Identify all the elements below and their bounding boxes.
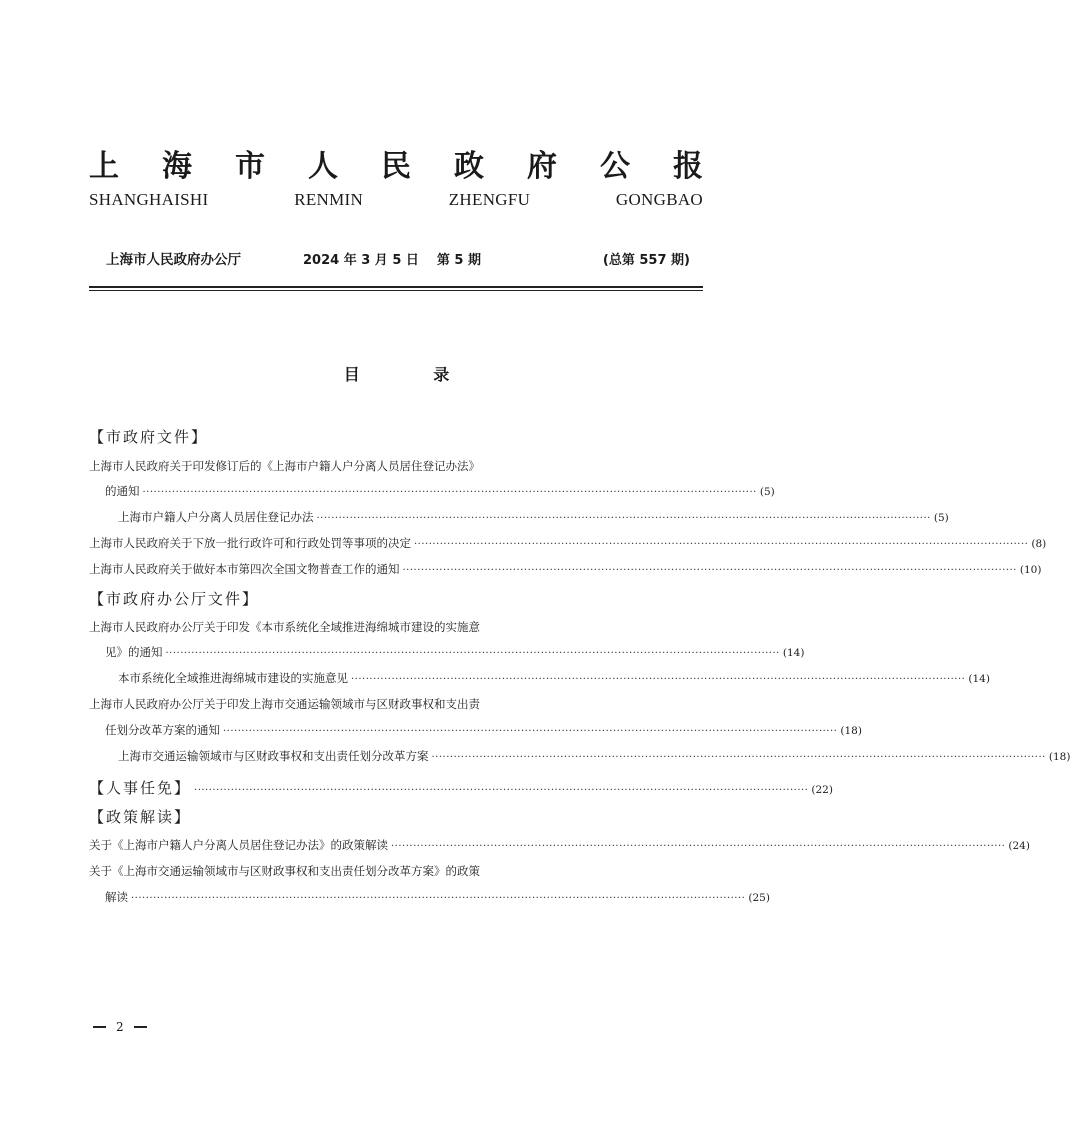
toc-heading: 目 录 [343,365,484,384]
issue-total-number: (总第 557 期) [602,252,690,268]
toc-leader-dots: ······································································································································································· [414,539,1029,550]
toc-leader-dots: ······································································································································································· [194,785,809,796]
title-char: 民 [381,149,411,184]
toc-entry-title: 上海市人民政府关于做好本市第四次全国文物普查工作的通知 [89,562,400,576]
title-char: 海 [162,149,192,184]
toc-entry-line1[interactable]: 上海市人民政府办公厅关于印发上海市交通运输领域市与区财政事权和支出责 [89,697,480,711]
toc-entry[interactable] [105,644,805,662]
page-number: 2 [116,1020,124,1034]
toc-leader-dots: ······································································································································································· [431,752,1046,763]
title-char: 政 [454,149,484,184]
toc-entry[interactable] [118,748,1070,766]
toc-entry-line1[interactable]: 关于《上海市交通运输领域市与区财政事权和支出责任划分改革方案》的政策 [89,864,480,878]
toc-page-number: (14) [782,647,805,659]
gazette-title [89,140,703,186]
title-char: 市 [235,149,265,184]
toc-entry-title: 的通知 [105,484,140,498]
toc-leader-dots: ······································································································································································· [142,487,757,498]
issue-number: 第 5 期 [436,252,482,268]
title-char: 报 [673,149,703,184]
toc-entry-title: 见》的通知 [105,645,163,659]
toc-leader-dots: ······································································································································································· [351,674,966,685]
toc-entry-title: 上海市户籍人户分离人员居住登记办法 [118,510,314,524]
toc-entry[interactable] [105,483,775,501]
title-char: 上 [89,149,119,184]
toc-entry[interactable] [89,837,1030,855]
toc-entry[interactable] [105,722,862,740]
toc-entry[interactable] [89,561,1042,579]
title-char: 公 [600,149,630,184]
toc-page-number: (14) [968,673,990,685]
toc-entry-title: 上海市人民政府关于下放一批行政许可和行政处罚等事项的决定 [89,536,411,550]
toc-section-title: 【政策解读】 [89,808,192,826]
title-char: 人 [308,149,338,184]
toc-page-number: (10) [1019,564,1042,576]
pinyin-word: ZHENGFU [448,190,531,209]
toc-entry[interactable] [89,535,1047,553]
toc-page-number: (22) [811,784,833,796]
toc-entry[interactable] [118,509,949,527]
page-footer [93,1020,147,1034]
toc-leader-dots: ······································································································································································· [391,841,1006,852]
pinyin-word: SHANGHAISHI [89,190,209,209]
pinyin-word: GONGBAO [615,190,703,209]
toc-page-number: (5) [933,512,949,524]
toc-leader-dots: ······································································································································································· [316,513,931,524]
toc-page-number: (24) [1008,840,1030,852]
toc-entry-line1[interactable]: 上海市人民政府办公厅关于印发《本市系统化全域推进海绵城市建设的实施意 [89,620,480,634]
toc-entry-title: 解读 [105,890,128,904]
toc-entry-line1[interactable]: 上海市人民政府关于印发修订后的《上海市户籍人户分离人员居住登记办法》 [89,459,480,473]
header-rule-thick [89,286,703,288]
toc-section-title: 【市政府办公厅文件】 [89,590,260,608]
toc-entry-title: 本市系统化全域推进海绵城市建设的实施意见 [118,671,348,685]
toc-leader-dots: ······································································································································································· [402,565,1017,576]
title-char: 府 [527,149,557,184]
toc-leader-dots: ······································································································································································· [131,893,746,904]
header-rule-thin [89,290,703,291]
toc-entry[interactable] [118,670,990,688]
toc-section-title: 【人事任免】 [89,779,192,797]
toc-page-number: (5) [759,486,775,498]
toc-page-number: (18) [840,725,862,737]
footer-dash-right [134,1026,147,1028]
issue-date: 2024 年 3 月 5 日 [303,252,419,268]
issuing-department: 上海市人民政府办公厅 [106,252,241,268]
toc-section-title: 【市政府文件】 [89,428,209,446]
toc-page-number: (25) [748,892,770,904]
toc-page-number: (8) [1031,538,1047,550]
toc-page-number: (18) [1048,751,1070,763]
toc-entry-title: 任划分改革方案的通知 [105,723,220,737]
pinyin-word: RENMIN [294,190,364,209]
toc-leader-dots: ······································································································································································· [165,648,780,659]
toc-section-entry[interactable] [89,777,833,799]
toc-leader-dots: ······································································································································································· [223,726,838,737]
toc-entry-title: 关于《上海市户籍人户分离人员居住登记办法》的政策解读 [89,838,388,852]
gazette-title-pinyin [89,188,703,212]
footer-dash-left [93,1026,106,1028]
toc-entry[interactable] [105,889,770,907]
toc-entry-title: 上海市交通运输领域市与区财政事权和支出责任划分改革方案 [118,749,429,763]
issue-info [106,248,696,268]
